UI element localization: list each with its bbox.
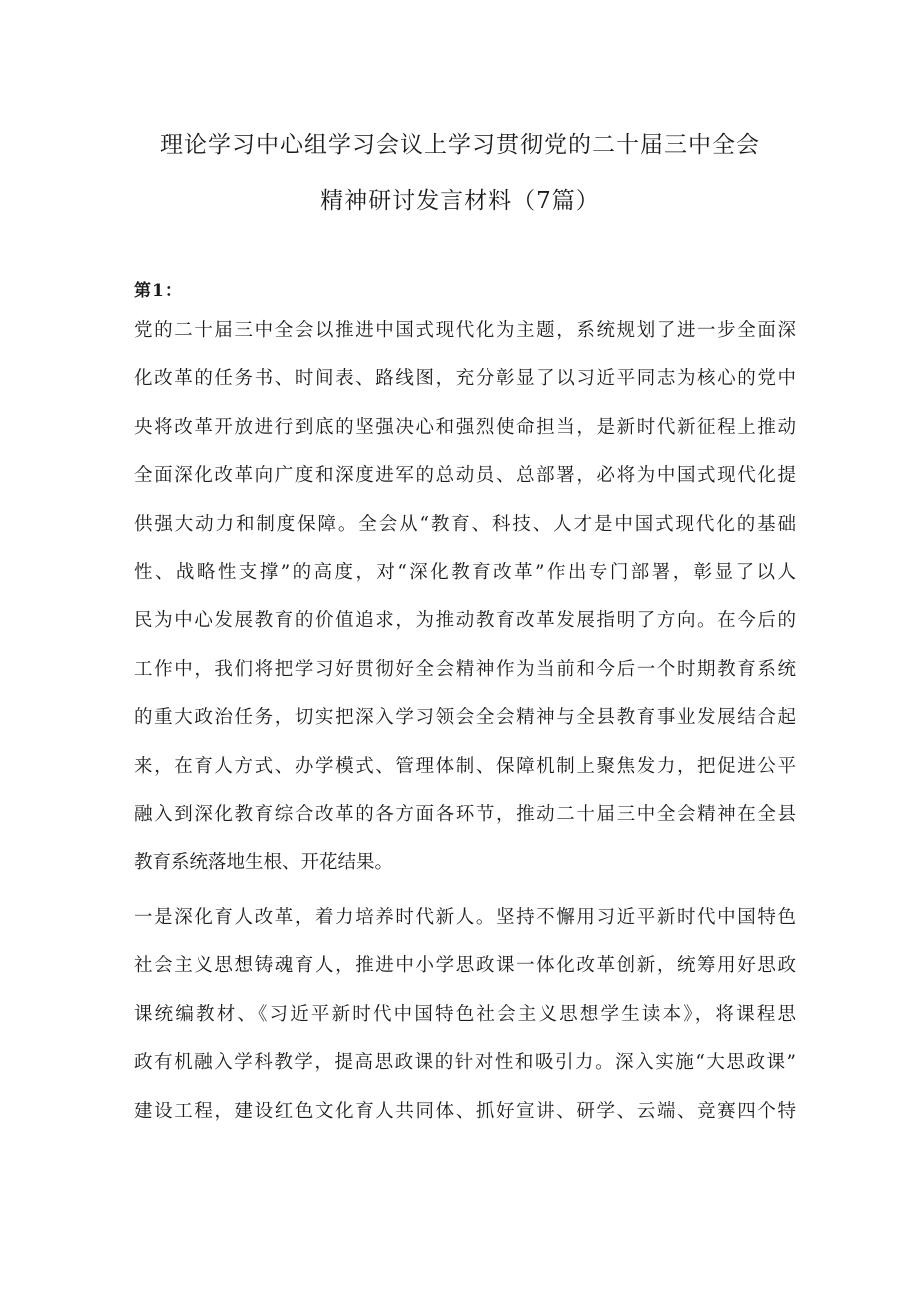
paragraph-line: 社会主义思想铸魂育人，推进中小学思政课一体化改革创新，统筹用好思政 [134, 955, 796, 977]
paragraph-line: 性、战略性支撑”的高度，对“深化教育改革”作出专门部署，彰显了以人 [134, 561, 796, 583]
document-title-line-1: 理论学习中心组学习会议上学习贯彻党的二十届三中全会 [160, 132, 760, 158]
document-title-line-2: 精神研讨发言材料（7篇） [320, 188, 600, 214]
paragraph-line: 融入到深化教育综合改革的各方面各环节，推动二十届三中全会精神在全县 [134, 803, 796, 825]
paragraph-line: 教育系统落地生根、开花结果。 [134, 852, 394, 874]
paragraph-line: 全面深化改革向广度和深度进军的总动员、总部署，必将为中国式现代化提 [134, 465, 796, 487]
paragraph-line: 来，在育人方式、办学模式、管理体制、保障机制上聚焦发力，把促进公平 [134, 755, 796, 777]
paragraph-line: 一是深化育人改革，着力培养时代新人。坚持不懈用习近平新时代中国特色 [134, 907, 796, 928]
paragraph-line: 工作中，我们将把学习好贯彻好全会精神作为当前和今后一个时期教育系统 [134, 658, 796, 680]
paragraph-line: 政有机融入学科教学，提高思政课的针对性和吸引力。深入实施“大思政课” [134, 1052, 796, 1074]
paragraph-1 [134, 307, 796, 888]
paragraph-line: 供强大动力和制度保障。全会从“教育、科技、人才是中国式现代化的基础 [134, 513, 796, 535]
paragraph-line: 的重大政治任务，切实把深入学习领会全会精神与全县教育事业发展结合起 [134, 707, 796, 729]
paragraph-line: 央将改革开放进行到底的坚强决心和强烈使命担当，是新时代新征程上推动 [134, 416, 796, 438]
paragraph-line: 民为中心发展教育的价值追求，为推动教育改革发展指明了方向。在今后的 [134, 610, 796, 632]
paragraph-line: 课统编教材、《习近平新时代中国特色社会主义思想学生读本》，将课程思 [134, 1003, 796, 1025]
paragraph-line: 党的二十届三中全会以推进中国式现代化为主题，系统规划了进一步全面深 [134, 320, 796, 341]
paragraph-line: 化改革的任务书、时间表、路线图，充分彰显了以习近平同志为核心的党中 [134, 368, 796, 390]
paragraph-line: 建设工程，建设红色文化育人共同体、抓好宣讲、研学、云端、竞赛四个特 [134, 1100, 796, 1122]
section-label: 第1： [134, 281, 183, 301]
paragraph-2 [134, 894, 796, 1136]
